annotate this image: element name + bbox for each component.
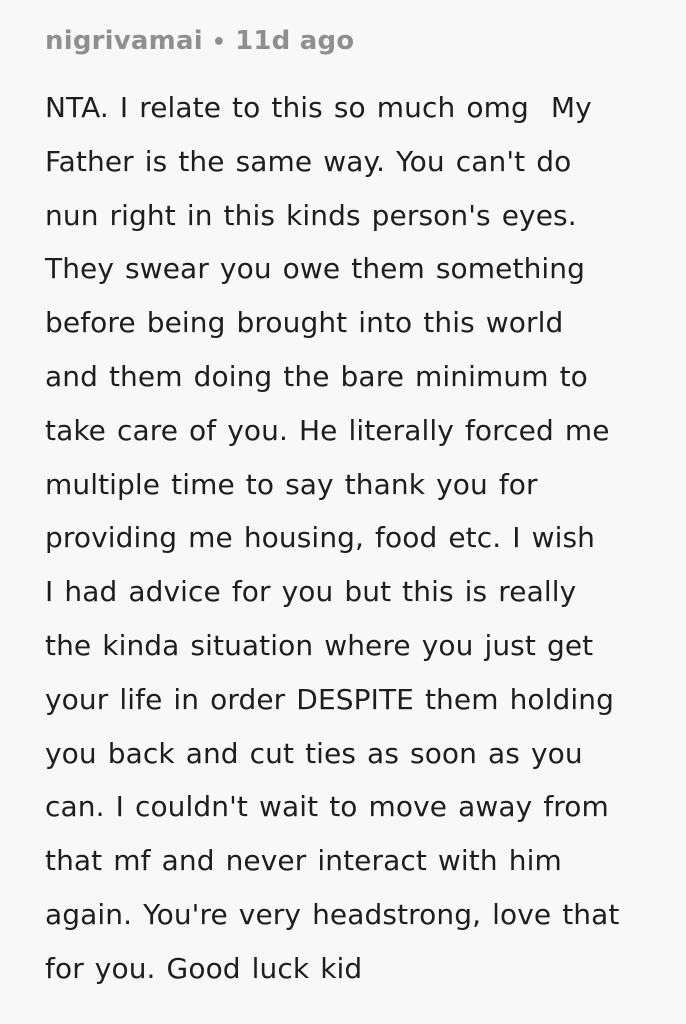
comment-body-line: that mf and never interact with him: [45, 844, 562, 878]
comment-body-line: They swear you owe them something: [45, 252, 586, 286]
comment-body-line: can. I couldn't wait to move away from: [45, 790, 609, 824]
comment-body-line: you back and cut ties as soon as you: [45, 736, 583, 770]
comment-body-line: NTA. I relate to this so much omg My: [45, 91, 592, 124]
comment-body-line: your life in order DESPITE them holding: [45, 682, 615, 716]
comment-body-line: Father is the same way. You can't do: [45, 144, 572, 178]
comment-body-line: nun right in this kinds person's eyes.: [45, 198, 577, 232]
comment-body-line: the kinda situation where you just get: [45, 628, 594, 662]
comment-body-line: multiple time to say thank you for: [45, 467, 538, 501]
comment-body-line: and them doing the bare minimum to: [45, 359, 588, 393]
comment-author[interactable]: nigrivamai: [45, 26, 203, 56]
comment-body-line: again. You're very headstrong, love that: [45, 897, 620, 931]
comment-body-line: I had advice for you but this is really: [45, 575, 577, 609]
comment-timestamp: 11d ago: [235, 26, 355, 56]
comment-body-line: before being brought into this world: [45, 306, 564, 340]
meta-separator-dot: •: [211, 30, 227, 55]
comment-body: [45, 81, 650, 996]
comment-body-line: providing me housing, food etc. I wish: [45, 521, 596, 555]
comment-body-line: take care of you. He literally forced me: [45, 413, 610, 447]
comment-body-line: for you. Good luck kid: [45, 951, 363, 985]
comment-meta: [45, 24, 650, 60]
